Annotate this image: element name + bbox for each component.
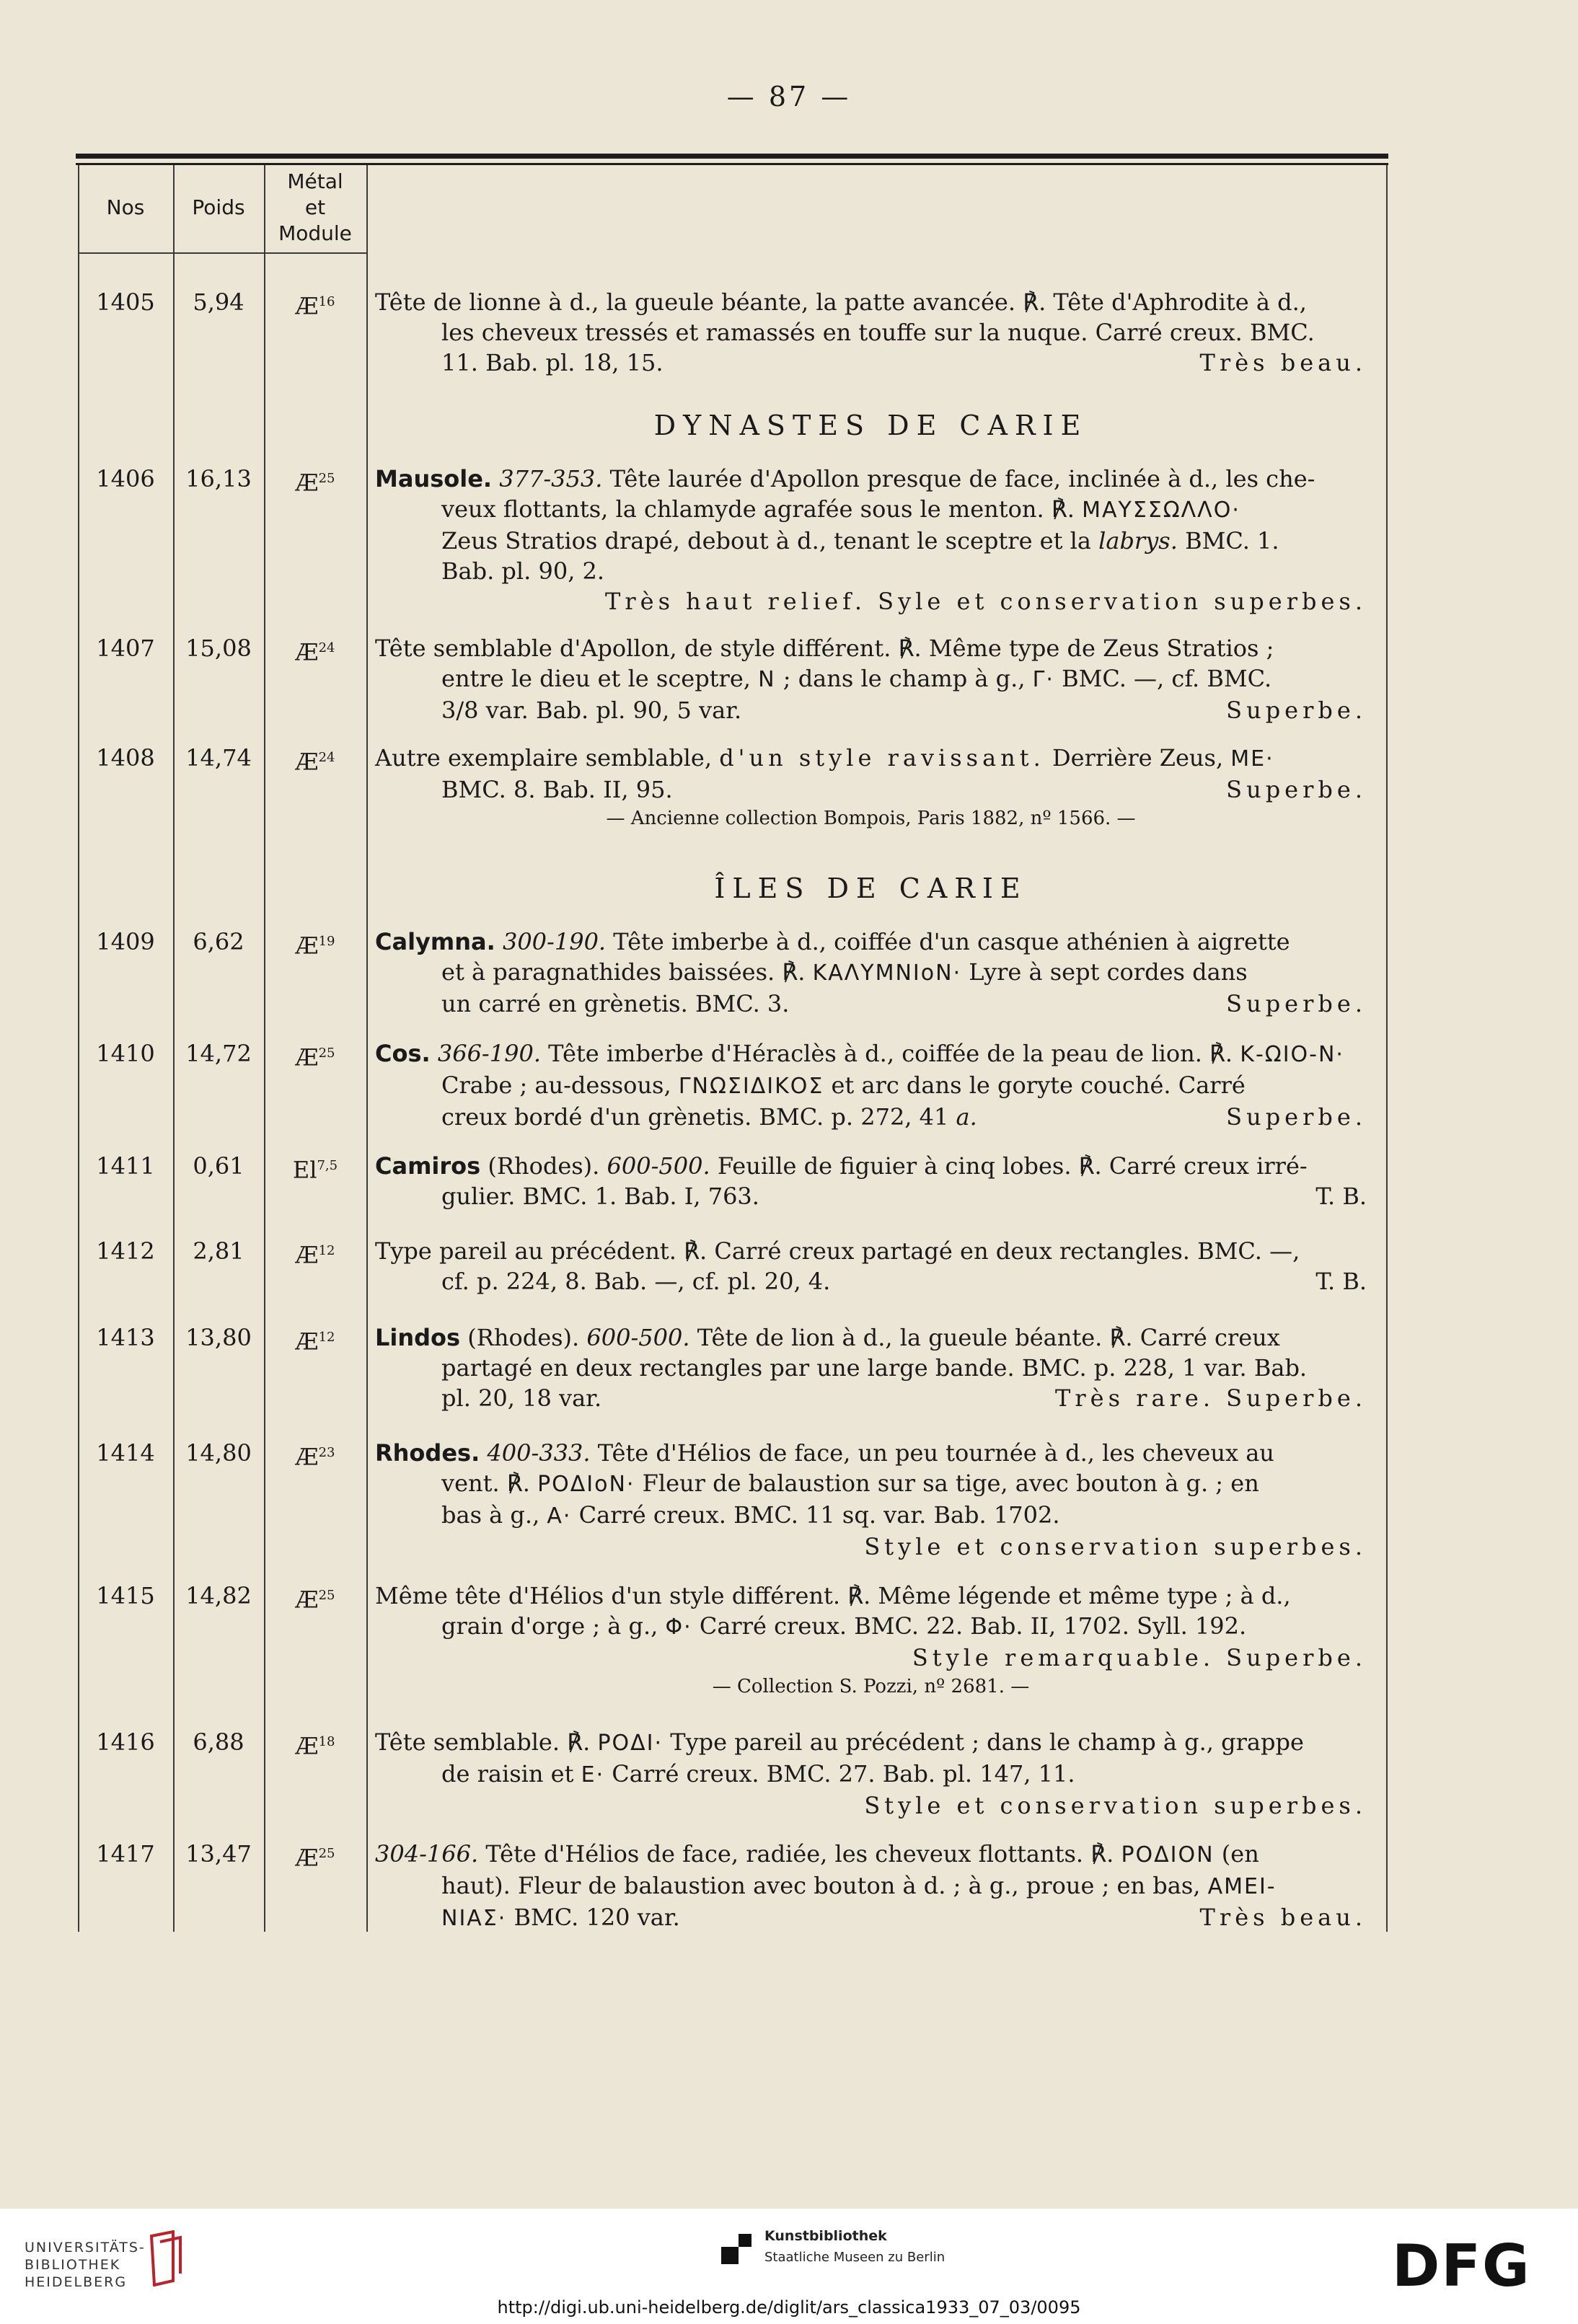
header-rule bbox=[78, 252, 173, 254]
table-top-rule bbox=[76, 154, 1388, 159]
entry-description: Cos. 366-190. Tête imberbe d'Héraclès à d., coiffée de la peau de lion. ℟. Κ-ΩΙΟ-Ν· Crabe ; au-dessous, ΓΝΩΣΙΔΙΚΟΣ et arc dans le goryte couché. Carré creux bordé d'un grènetis. BMC. p. 272, 41 a. Superbe. bbox=[375, 1040, 1367, 1131]
entry-number: 1413 bbox=[96, 1324, 155, 1351]
entry-weight: 6,88 bbox=[193, 1728, 244, 1756]
entry-description: 304-166. Tête d'Hélios de face, radiée, les cheveux flottants. ℟. ΡΟΔΙΟΝ (en haut). Fleur de balaustion avec bouton à d. ; à g., proue ; en bas, ΑΜΕΙ- ΝΙΑΣ· BMC. 120 var. Très beau. bbox=[375, 1840, 1367, 1931]
header-rule bbox=[173, 252, 264, 254]
entry-weight: 13,80 bbox=[185, 1324, 252, 1351]
entry-weight: 0,61 bbox=[193, 1152, 244, 1180]
entry-number: 1409 bbox=[96, 928, 155, 955]
provenance-note: — Collection S. Pozzi, nº 2681. — bbox=[712, 1676, 1030, 1697]
table-border-right bbox=[1386, 165, 1388, 1932]
entry-metal: $Æ^{19}$ bbox=[295, 932, 335, 960]
entry-metal: $Æ^{18}$ bbox=[295, 1732, 335, 1760]
entry-description: Tête semblable. ℟. ΡΟΔΙ· Type pareil au précédent ; dans le champ à g., grappe de raisin et Ε· Carré creux. BMC. 27. Bab. pl. 147, 11. Style et conservation superbes. bbox=[375, 1728, 1367, 1819]
entry-metal: $Æ^{16}$ bbox=[295, 292, 335, 320]
entry-number: 1412 bbox=[96, 1237, 155, 1265]
kunstbibliothek-icon bbox=[721, 2234, 751, 2264]
section-heading: DYNASTES DE CARIE bbox=[653, 410, 1088, 441]
header-metal-line: Module bbox=[278, 221, 352, 245]
entry-metal: $Æ^{12}$ bbox=[295, 1327, 335, 1356]
entry-description: Même tête d'Hélios d'un style différent. ℟. Même légende et même type ; à d., grain d'orge ; à g., Φ· Carré creux. BMC. 22. Bab. II, 1702. Syll. 192. Style remarquable. Superbe. bbox=[375, 1582, 1367, 1671]
entry-description: Calymna. 300-190. Tête imberbe à d., coiffée d'un casque athénien à aigrette et à paragnathides baissées. ℟. ΚΑΛΥΜΝΙοΝ· Lyre à sept cordes dans un carré en grènetis. BMC. 3. Superbe. bbox=[375, 928, 1367, 1017]
logo-text: BIBLIOTHEK bbox=[25, 2257, 121, 2273]
entry-number: 1410 bbox=[96, 1040, 155, 1067]
entry-weight: 14,80 bbox=[185, 1439, 252, 1467]
entry-description: Tête de lionne à d., la gueule béante, la patte avancée. ℟. Tête d'Aphrodite à d., les cheveux tressés et ramassés en touffe sur la nuque. Carré creux. BMC. 11. Bab. pl. 18, 15. Très beau. bbox=[375, 288, 1367, 376]
entry-weight: 14,74 bbox=[185, 744, 252, 772]
logo-text: UNIVERSITÄTS- bbox=[25, 2240, 146, 2255]
entry-number: 1416 bbox=[96, 1728, 155, 1756]
university-library-logo[interactable] bbox=[25, 2239, 146, 2291]
kunstbibliothek-subtitle: Staatliche Museen zu Berlin bbox=[764, 2250, 946, 2265]
entry-weight: 5,94 bbox=[193, 288, 244, 316]
entry-description: Tête semblable d'Apollon, de style différent. ℟. Même type de Zeus Stratios ; entre le dieu et le sceptre, N ; dans le champ à g., Γ· BMC. —, cf. BMC. 3/8 var. Bab. pl. 90, 5 var. Superbe. bbox=[375, 635, 1367, 724]
entry-number: 1405 bbox=[96, 288, 155, 316]
header-rule bbox=[264, 252, 366, 254]
entry-weight: 15,08 bbox=[185, 635, 252, 662]
entry-number: 1408 bbox=[96, 744, 155, 772]
entry-weight: 14,82 bbox=[185, 1582, 252, 1609]
header-metal-line: Métal bbox=[287, 169, 343, 193]
header-metal-module bbox=[264, 169, 366, 247]
entry-weight: 13,47 bbox=[185, 1840, 252, 1868]
entry-metal: El$^{7,5}$ bbox=[292, 1156, 338, 1184]
entry-number: 1415 bbox=[96, 1582, 155, 1609]
entry-metal: $Æ^{12}$ bbox=[295, 1241, 335, 1269]
footer-url[interactable]: http://digi.ub.uni-heidelberg.de/diglit/ars_classica1933_07_03/0095 bbox=[497, 2297, 1081, 2318]
entry-number: 1414 bbox=[96, 1439, 155, 1467]
header-metal-line: et bbox=[304, 195, 326, 219]
entry-number: 1411 bbox=[96, 1152, 155, 1180]
entry-metal: $Æ^{25}$ bbox=[295, 1844, 335, 1872]
header-number: Nos bbox=[106, 195, 145, 219]
entry-weight: 6,62 bbox=[193, 928, 244, 955]
entry-metal: $Æ^{25}$ bbox=[295, 1043, 335, 1072]
entry-metal: $Æ^{25}$ bbox=[295, 1586, 335, 1614]
entry-number: 1406 bbox=[96, 465, 155, 492]
entry-description: Rhodes. 400-333. Tête d'Hélios de face, un peu tournée à d., les cheveux au vent. ℟. ΡΟΔΙοΝ· Fleur de balaustion sur sa tige, avec bouton à g. ; en bas à g., Α· Carré creux. BMC. 11 sq. var. Bab. 1702. Style et conservation superbes. bbox=[375, 1439, 1367, 1560]
logo-text: HEIDELBERG bbox=[25, 2274, 128, 2290]
entry-number: 1407 bbox=[96, 635, 155, 662]
entry-description: Autre exemplaire semblable, d'un style ravissant. Derrière Zeus, ΜΕ· BMC. 8. Bab. II, 95. Superbe. bbox=[375, 744, 1367, 803]
table-top-rule-thin bbox=[76, 163, 1388, 165]
provenance-note: — Ancienne collection Bompois, Paris 1882, nº 1566. — bbox=[606, 808, 1136, 829]
dfg-logo[interactable]: DFG bbox=[1392, 2232, 1531, 2299]
section-heading: ÎLES DE CARIE bbox=[714, 872, 1028, 904]
column-divider bbox=[366, 165, 368, 1932]
header-weight: Poids bbox=[192, 195, 245, 219]
page-number: — 87 — bbox=[726, 81, 852, 112]
university-library-icon bbox=[144, 2230, 186, 2287]
entry-metal: $Æ^{24}$ bbox=[295, 638, 335, 666]
entry-metal: $Æ^{24}$ bbox=[295, 748, 335, 776]
entry-description: Type pareil au précédent. ℟. Carré creux partagé en deux rectangles. BMC. —, cf. p. 224, 8. Bab. —, cf. pl. 20, 4. T. B. bbox=[375, 1237, 1367, 1295]
entry-description: Lindos (Rhodes). 600-500. Tête de lion à d., la gueule béante. ℟. Carré creux partagé en deux rectangles par une large bande. BMC. p. 228, 1 var. Bab. pl. 20, 18 var. Très rare. Superbe. bbox=[375, 1324, 1367, 1412]
entry-weight: 2,81 bbox=[193, 1237, 244, 1265]
entry-weight: 16,13 bbox=[185, 465, 252, 492]
entry-description: Mausole. 377-353. Tête laurée d'Apollon presque de face, inclinée à d., les che- veux flottants, la chlamyde agrafée sous le menton. ℟. ΜΑΥΣΣΩΛΛΟ· Zeus Stratios drapé, debout à d., tenant le sceptre et la labrys. BMC. 1. Bab. pl. 90, 2. Très haut relief. Syle et conservation superbes. bbox=[375, 465, 1367, 615]
entry-metal: $Æ^{25}$ bbox=[295, 469, 335, 497]
entry-weight: 14,72 bbox=[185, 1040, 252, 1067]
entry-metal: $Æ^{23}$ bbox=[295, 1443, 335, 1471]
entry-description: Camiros (Rhodes). 600-500. Feuille de figuier à cinq lobes. ℟. Carré creux irré- gulier. BMC. 1. Bab. I, 763. T. B. bbox=[375, 1152, 1367, 1210]
kunstbibliothek-name: Kunstbibliothek bbox=[764, 2228, 887, 2244]
entry-number: 1417 bbox=[96, 1840, 155, 1868]
